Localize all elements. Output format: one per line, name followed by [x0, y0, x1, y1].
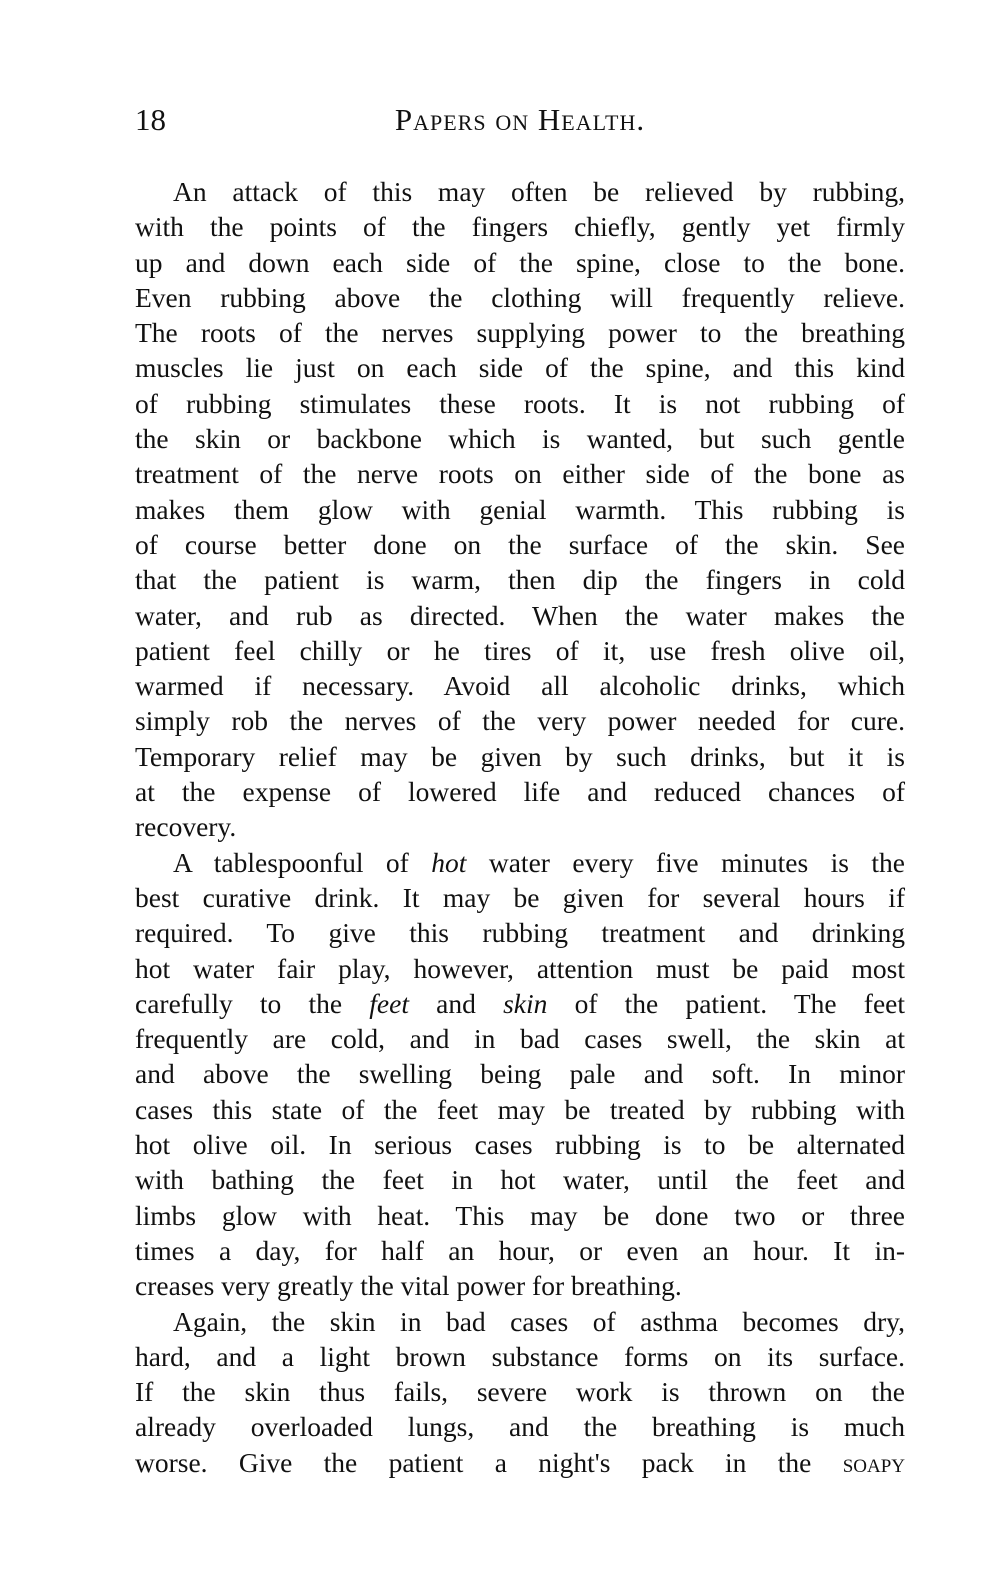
line-text: water every five minutes is the [466, 846, 905, 878]
text-line [135, 174, 905, 209]
italic-text: hot [431, 846, 467, 878]
text-line [135, 315, 905, 350]
page-header [135, 102, 905, 142]
line-text: water, and rub as directed. When the water makes the [135, 599, 905, 631]
line-text: patient feel chilly or he tires of it, use fresh olive oil, [135, 634, 905, 666]
line-text: warmed if necessary. Avoid all alcoholic drinks, which [135, 670, 905, 702]
line-text: hot olive oil. In serious cases rubbing is to be alternated [135, 1129, 905, 1161]
text-line [135, 1162, 905, 1197]
text-line [135, 1339, 905, 1374]
line-text: cases this state of the feet may be treated by rubbing with [135, 1093, 905, 1125]
line-text: required. To give this rubbing treatment and drinking [135, 917, 905, 949]
page-number: 18 [135, 102, 166, 137]
line-text: treatment of the nerve roots on either side of the bone as [135, 458, 905, 490]
text-line [135, 245, 905, 280]
line-text: carefully to the [135, 987, 370, 1019]
italic-text: feet [369, 987, 409, 1019]
line-text: of the patient. The feet [547, 987, 905, 1019]
line-text: that the patient is warm, then dip the fingers in cold [135, 564, 905, 596]
text-line [135, 774, 905, 809]
text-line [135, 527, 905, 562]
text-line [135, 1445, 905, 1480]
text-line [135, 1374, 905, 1409]
text-line [135, 350, 905, 385]
line-text: recovery. [135, 811, 237, 843]
text-line [135, 845, 905, 880]
line-text: limbs glow with heat. This may be done two or three [135, 1199, 905, 1231]
text-line [135, 703, 905, 738]
text-line [135, 633, 905, 668]
line-text: Even rubbing above the clothing will frequently relieve. [135, 281, 905, 313]
text-line [135, 809, 905, 844]
text-line [135, 1304, 905, 1339]
line-text: with the points of the fingers chiefly, gently yet firmly [135, 211, 905, 243]
text-line [135, 880, 905, 915]
text-line [135, 386, 905, 421]
text-line [135, 1233, 905, 1268]
text-line [135, 1409, 905, 1444]
text-line [135, 1268, 905, 1303]
text-line [135, 1092, 905, 1127]
text-line [135, 986, 905, 1021]
text-line [135, 598, 905, 633]
line-text: makes them glow with genial warmth. This rubbing is [135, 493, 905, 525]
line-text: up and down each side of the spine, close to the bone. [135, 246, 905, 278]
line-text: A tablespoonful of [173, 846, 432, 878]
text-line [135, 209, 905, 244]
text-line [135, 739, 905, 774]
text-line [135, 421, 905, 456]
line-text: of course better done on the surface of the skin. See [135, 528, 905, 560]
line-text: If the skin thus fails, severe work is thrown on the [135, 1376, 905, 1408]
line-text: and [408, 987, 504, 1019]
text-line [135, 492, 905, 527]
line-text: frequently are cold, and in bad cases swell, the skin at [135, 1023, 905, 1055]
line-text: Temporary relief may be given by such drinks, but it is [135, 740, 905, 772]
text-line [135, 1056, 905, 1091]
line-text: best curative drink. It may be given for several hours if [135, 881, 905, 913]
line-text: simply rob the nerves of the very power needed for cure. [135, 705, 905, 737]
text-line [135, 456, 905, 491]
body-text [135, 174, 905, 1480]
text-line [135, 280, 905, 315]
line-text: and above the swelling being pale and soft. In minor [135, 1058, 905, 1090]
line-text: hot water fair play, however, attention must be paid most [135, 952, 905, 984]
line-text: with bathing the feet in hot water, until the feet and [135, 1164, 905, 1196]
line-text: the skin or backbone which is wanted, but such gentle [135, 423, 905, 455]
text-line [135, 1127, 905, 1162]
text-line [135, 1021, 905, 1056]
line-text: hard, and a light brown substance forms on its surface. [135, 1340, 905, 1372]
italic-text: skin [503, 987, 548, 1019]
line-text: Again, the skin in bad cases of asthma becomes dry, [173, 1305, 905, 1337]
small-caps-text: soapy [842, 1446, 905, 1478]
text-line [135, 668, 905, 703]
running-title: Papers on Health. [394, 102, 646, 137]
line-text: creases very greatly the vital power for breathing. [135, 1270, 682, 1302]
line-text: at the expense of lowered life and reduced chances of [135, 776, 905, 808]
line-text: already overloaded lungs, and the breathing is much [135, 1411, 905, 1443]
line-text: The roots of the nerves supplying power to the breathing [135, 317, 905, 349]
text-line [135, 951, 905, 986]
text-line [135, 1198, 905, 1233]
line-text: An attack of this may often be relieved by rubbing, [173, 176, 905, 207]
line-text: worse. Give the patient a night's pack in the [135, 1446, 843, 1478]
line-text: of rubbing stimulates these roots. It is not rubbing of [135, 387, 905, 419]
line-text: times a day, for half an hour, or even an hour. It in- [135, 1234, 905, 1266]
text-line [135, 915, 905, 950]
text-line [135, 562, 905, 597]
line-text: muscles lie just on each side of the spine, and this kind [135, 352, 905, 384]
